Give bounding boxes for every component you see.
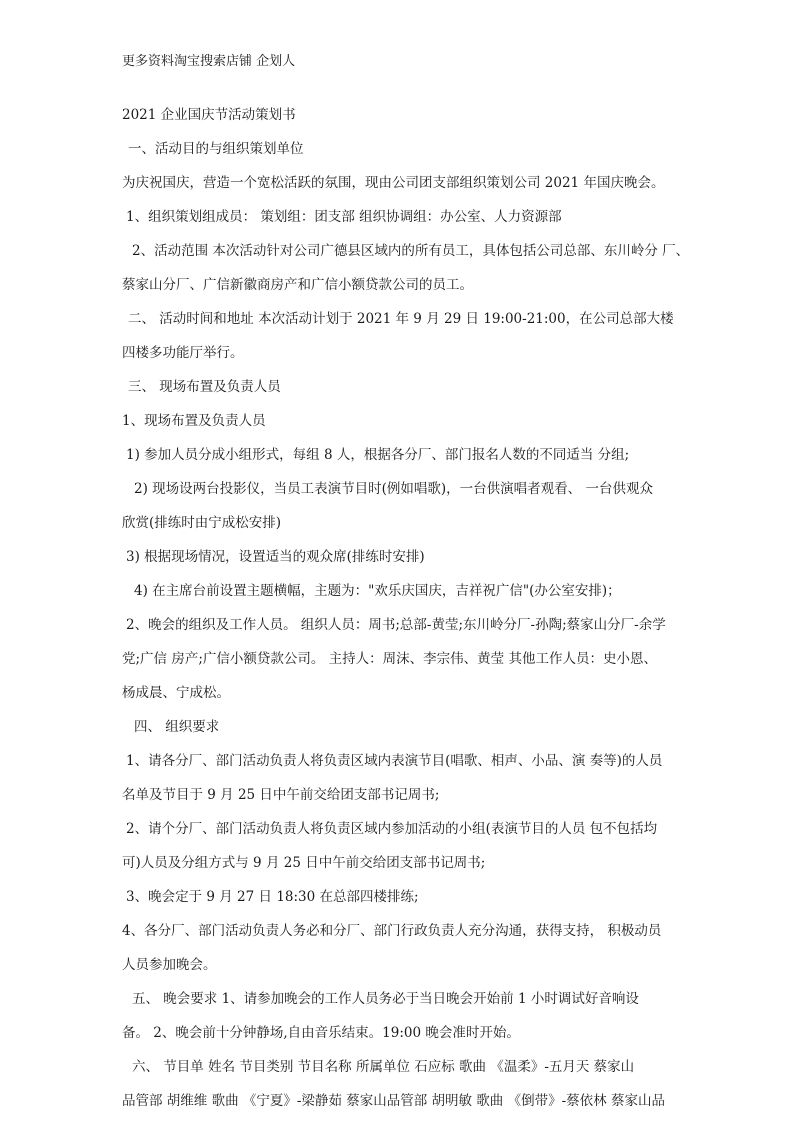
paragraph-line: 可)人员及分组方式与 9 月 25 日中午前交给团支部书记周书; — [122, 855, 486, 871]
section-heading-2: 二、 活动时间和地址 本次活动计划于 2021 年 9 月 29 日 19:00-21:00，在公司总部大楼 — [128, 311, 674, 327]
list-item: 4) 在主席台前设置主题横幅，主题为："欢乐庆国庆，吉祥祝广信"(办公室安排)； — [134, 583, 621, 599]
paragraph-line: 党;广信 房产;广信小额贷款公司。 主持人：周沫、李宗伟、黄莹 其他工作人员：史小恩、 — [122, 651, 657, 667]
paragraph-line: 1、请各分厂、部门活动负责人将负责区域内表演节目(唱歌、相声、小品、演 奏等)的人员 — [126, 753, 663, 769]
document-body — [122, 98, 692, 1118]
section-heading-3: 三、 现场布置及负责人员 — [128, 379, 281, 395]
section-heading-5: 五、 晚会要求 1、请参加晚会的工作人员务必于当日晚会开始前 1 小时调试好音响设 — [132, 991, 639, 1007]
section-heading-4: 四、 组织要求 — [134, 719, 220, 735]
list-item: 3) 根据现场情况，设置适当的观众席(排练时安排) — [126, 549, 425, 565]
list-item: 2) 现场设两台投影仪，当员工表演节目时(例如唱歌)，一台供演唱者观看、 一台供观众 — [134, 481, 653, 497]
section-heading-1: 一、活动目的与组织策划单位 — [128, 141, 304, 157]
paragraph-line: 2、请个分厂、部门活动负责人将负责区域内参加活动的小组(表演节目的人员 包不包括均 — [126, 821, 658, 837]
paragraph-line: 1、现场布置及负责人员 — [122, 413, 266, 429]
paragraph-line: 杨成晨、宁成松。 — [122, 685, 230, 701]
paragraph-line: 3、晚会定于 9 月 27 日 18:30 在总部四楼排练; — [126, 889, 419, 905]
page-header: 更多资料淘宝搜索店铺 企划人 — [122, 54, 296, 69]
paragraph-line: 备。 2、晚会前十分钟静场,自由音乐结束。19:00 晚会准时开始。 — [122, 1025, 520, 1041]
paragraph-line: 1、组织策划组成员： 策划组：团支部 组织协调组：办公室、人力资源部 — [126, 209, 562, 225]
paragraph-line: 人员参加晚会。 — [122, 957, 217, 973]
paragraph-line: 为庆祝国庆，营造一个宽松活跃的氛围，现由公司团支部组织策划公司 2021 年国庆晚会。 — [122, 175, 665, 191]
paragraph-line: 欣赏(排练时由宁成松安排) — [122, 515, 282, 531]
list-item: 1) 参加人员分成小组形式，每组 8 人，根据各分厂、部门报名人数的不同适当 分组; — [126, 447, 630, 463]
paragraph-line: 2、活动范围 本次活动针对公司广德县区域内的所有员工，具体包括公司总部、东川岭分 厂、 — [132, 243, 690, 259]
paragraph-line: 品管部 胡维维 歌曲 《宁夏》-梁静茹 蔡家山品管部 胡明敏 歌曲 《倒带》-蔡依林 蔡家山品 — [122, 1093, 665, 1109]
paragraph-line: 四楼多功能厅举行。 — [122, 345, 244, 361]
section-heading-6: 六、 节目单 姓名 节目类别 节目名称 所属单位 石应标 歌曲 《温柔》-五月天 蔡家山 — [132, 1059, 635, 1075]
paragraph-line: 名单及节目于 9 月 25 日中午前交给团支部书记周书; — [122, 787, 440, 803]
paragraph-line: 蔡家山分厂、广信新徽商房产和广信小额贷款公司的员工。 — [122, 277, 473, 293]
document-title: 2021 企业国庆节活动策划书 — [122, 107, 296, 123]
paragraph-line: 2、晚会的组织及工作人员。 组织人员：周书;总部-黄莹;东川岭分厂-孙陶;蔡家山分厂-余学 — [126, 617, 666, 633]
paragraph-line: 4、各分厂、部门活动负责人务必和分厂、部门行政负责人充分沟通，获得支持， 积极动员 — [122, 923, 662, 939]
